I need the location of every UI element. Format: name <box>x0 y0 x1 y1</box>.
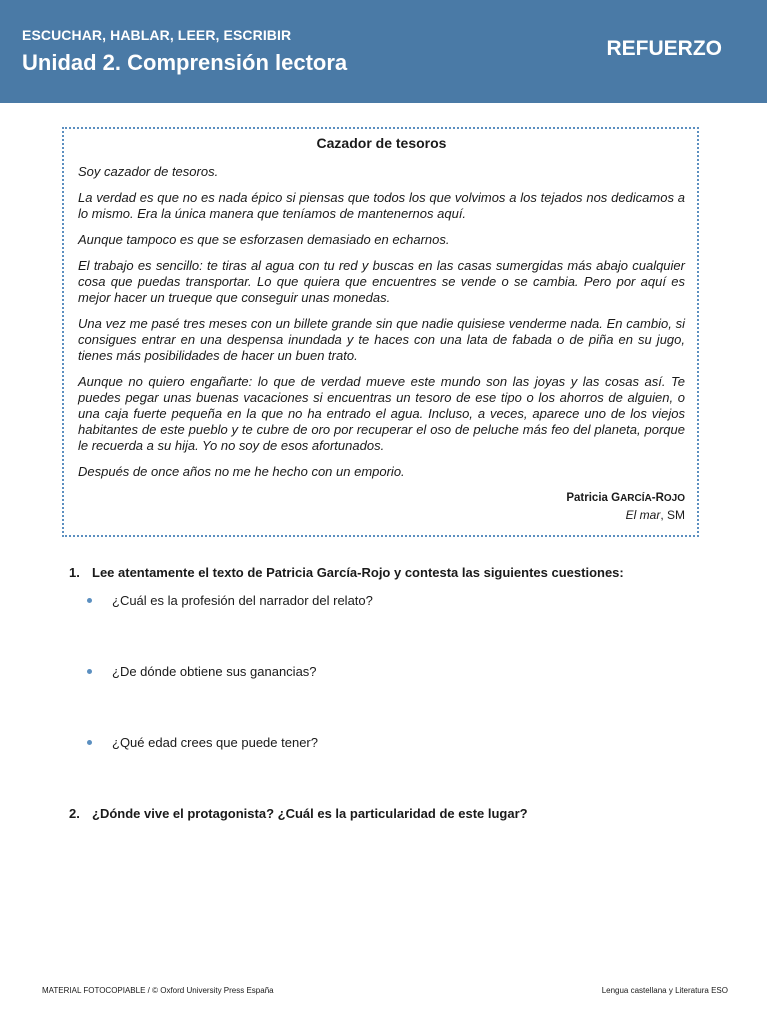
footer-subject: Lengua castellana y Literatura ESO <box>601 986 728 995</box>
list-item <box>87 735 318 750</box>
page-header <box>0 0 767 103</box>
list-item <box>87 664 317 679</box>
reading-paragraph: Una vez me pasé tres meses con un billete grande sin que nadie quisiese venderme nada. En cambio, si consigues entrar en una despensa inundada y te haces con una lata de fabada o de piña en su jugo, tienes más posibilidades de hacer un buen trato. <box>78 316 685 363</box>
author-first-name: Patricia <box>566 492 612 504</box>
question-1-text: Lee atentamente el texto de Patricia García-Rojo y contesta las siguientes cuestiones: <box>92 565 624 580</box>
reading-paragraph: Después de once años no me he hecho con un emporio. <box>78 464 405 479</box>
question-1 <box>69 565 624 580</box>
reading-paragraph: Soy cazador de tesoros. <box>78 164 219 179</box>
reading-paragraph: El trabajo es sencillo: te tiras al agua con tu red y buscas en las casas sumergidas más abajo cualquier cosa que puedas transportar. Lo que quiera que encuentres se vende o se cambia. Pero por aquí es mejor hacer un trueque que conseguir unas monedas. <box>78 258 685 305</box>
question-2 <box>69 806 528 821</box>
header-title: Unidad 2. Comprensión lectora <box>22 50 348 75</box>
question-2-number: 2. <box>69 806 80 821</box>
reading-paragraph: Aunque tampoco es que se esforzasen demasiado en echarnos. <box>78 232 450 247</box>
author-smallcaps-2: OJO <box>663 493 685 504</box>
reading-box <box>62 127 699 537</box>
bullet-icon <box>87 740 92 745</box>
reading-paragraph: Aunque no quiero engañarte: lo que de verdad mueve este mundo son las joyas y las cosas así. Te puedes pegar unas buenas vacaciones si encuentras un tesoro de ese tipo o los ahorros de alguien, o una caja fuerte pequeña en la que no ha entrado el agua. Incluso, a veces, aparece uno de los viejos habitantes de este pueblo y te cubre de oro por recuperar el oso de peluche más feo del planeta, porque le recuerda a su hija. Yo no soy de esos afortunados. <box>78 374 685 453</box>
source-publisher: , SM <box>660 508 685 522</box>
bullet-icon <box>87 669 92 674</box>
author-smallcaps-1: ARCÍA <box>620 493 652 504</box>
question-2-text: ¿Dónde vive el protagonista? ¿Cuál es la particularidad de este lugar? <box>92 806 528 821</box>
bullet-text: ¿Cuál es la profesión del narrador del relato? <box>112 593 373 608</box>
bullet-text: ¿De dónde obtiene sus ganancias? <box>112 664 317 679</box>
author-dash: -R <box>651 492 664 504</box>
reading-author <box>78 490 685 507</box>
reading-source <box>78 507 685 523</box>
author-initial: G <box>611 492 621 504</box>
header-subtitle: ESCUCHAR, HABLAR, LEER, ESCRIBIR <box>22 27 292 43</box>
footer-copyright: MATERIAL FOTOCOPIABLE / © Oxford University Press España <box>42 986 274 995</box>
bullet-text: ¿Qué edad crees que puede tener? <box>112 735 318 750</box>
reading-title: Cazador de tesoros <box>316 135 447 151</box>
source-work: El mar <box>625 508 661 522</box>
bullet-icon <box>87 598 92 603</box>
header-badge: REFUERZO <box>606 37 722 60</box>
list-item <box>87 593 373 608</box>
reading-paragraph: La verdad es que no es nada épico si piensas que todos los que volvimos a los tejados nos dedicamos a lo mismo. Era la única manera que teníamos de mantenernos aquí. <box>78 190 685 221</box>
question-1-number: 1. <box>69 565 80 580</box>
